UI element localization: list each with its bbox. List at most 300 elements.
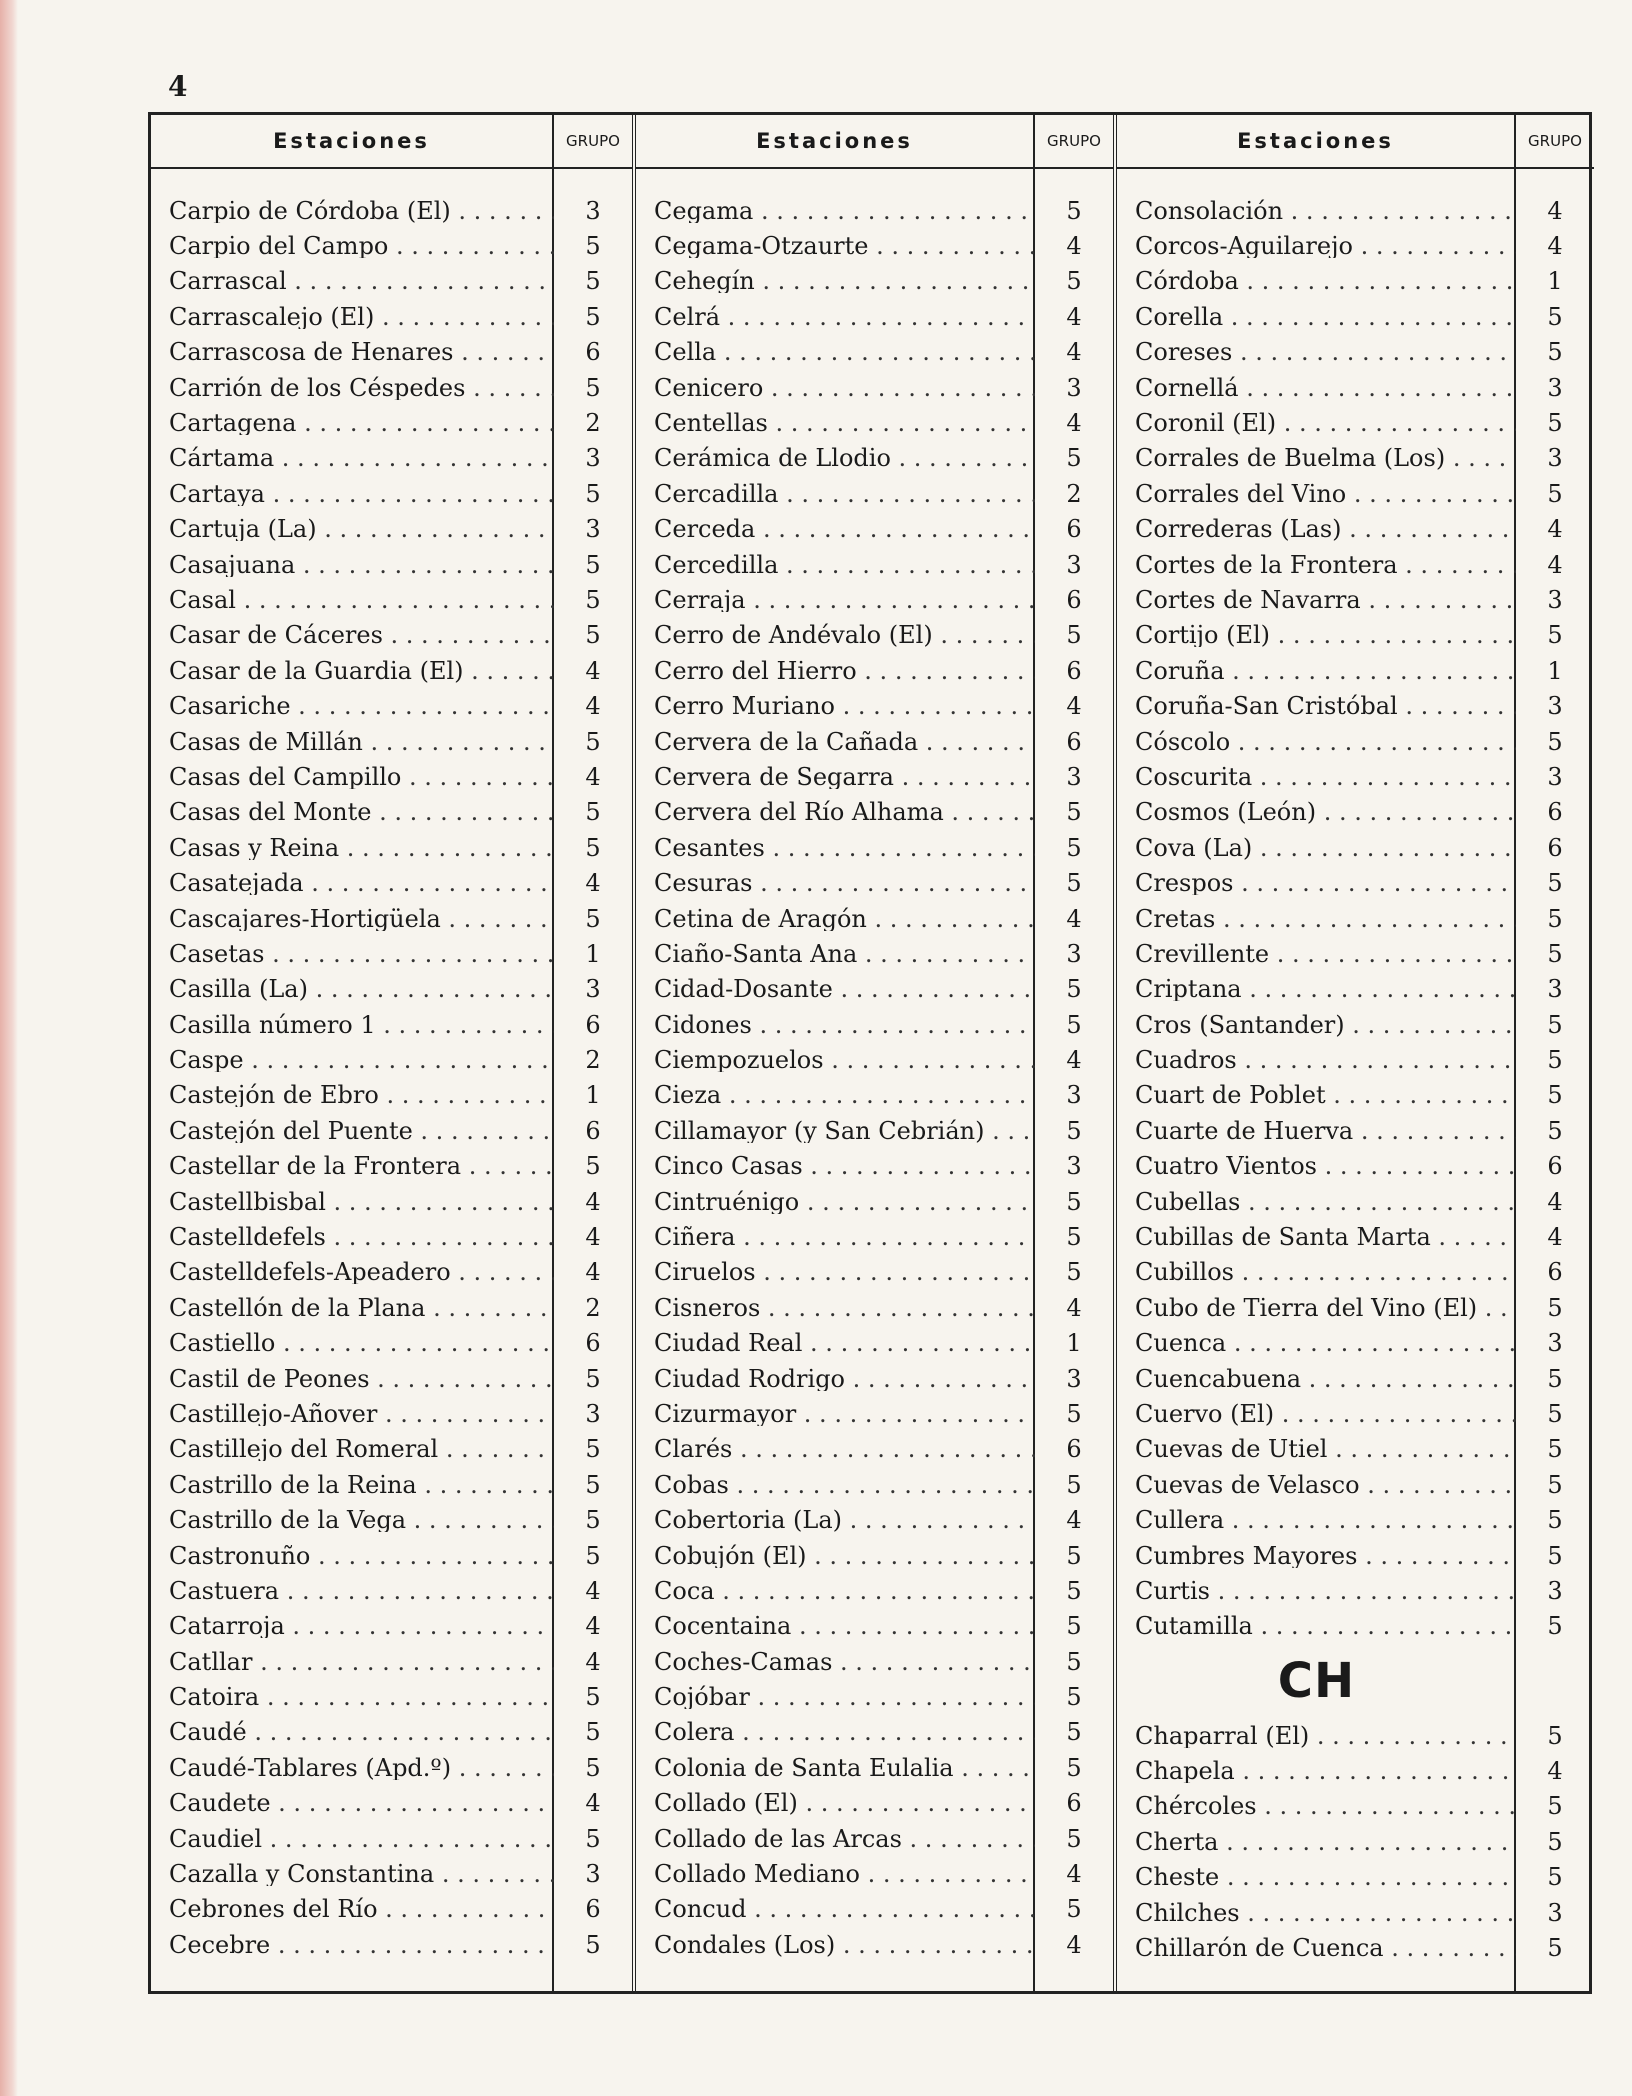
station-name: Casas y Reina . . . [151, 836, 554, 860]
station-row [151, 901, 632, 936]
station-grupo: 6 [1066, 656, 1082, 685]
station-grupo: 4 [1066, 302, 1082, 331]
station-grupo: 5 [1066, 1647, 1082, 1676]
station-name: Caspe . . . [151, 1048, 554, 1072]
station-name: Chércoles . . . [1117, 1794, 1516, 1818]
station-name: Cercadilla . . . [636, 482, 1035, 506]
station-name: Cortes de la Frontera . . . [1117, 553, 1516, 577]
station-name: Castellón de la Plana . . . [151, 1296, 554, 1320]
station-name: Centellas . . . [636, 411, 1035, 435]
station-name: Catoira . . . [151, 1685, 554, 1709]
column-2 [632, 115, 1113, 1991]
station-row [151, 830, 632, 865]
station-row [636, 972, 1113, 1007]
station-row [1117, 1718, 1594, 1753]
station-row [151, 193, 632, 228]
station-name: Cobas . . . [636, 1473, 1035, 1497]
station-grupo: 5 [1547, 338, 1563, 367]
station-name: Cieza . . . [636, 1083, 1035, 1107]
station-grupo: 2 [585, 409, 601, 438]
station-name: Cella . . . [636, 340, 1035, 364]
station-grupo: 3 [1547, 692, 1563, 721]
station-name: Cobujón (El) . . . [636, 1544, 1035, 1568]
station-row [1117, 1753, 1594, 1788]
station-row [1117, 1042, 1594, 1077]
station-row [636, 1290, 1113, 1325]
station-row [1117, 936, 1594, 971]
station-grupo: 4 [1066, 692, 1082, 721]
station-name: Carpio del Campo . . . [151, 234, 554, 258]
station-grupo: 5 [585, 302, 601, 331]
station-row [1117, 1149, 1594, 1184]
station-grupo: 6 [1066, 1789, 1082, 1818]
station-name: Cóscolo . . . [1117, 730, 1516, 754]
station-row [151, 759, 632, 794]
station-name: Cervera del Río Alhama . . . [636, 800, 1035, 824]
station-row [1117, 1396, 1594, 1431]
station-grupo: 5 [1066, 1612, 1082, 1641]
grupo-divider [1033, 169, 1035, 1991]
station-row [636, 299, 1113, 334]
station-grupo: 5 [585, 267, 601, 296]
station-grupo: 5 [1066, 1576, 1082, 1605]
station-row [1117, 1078, 1594, 1113]
station-grupo: 5 [1066, 1116, 1082, 1145]
station-name: Ciruelos . . . [636, 1260, 1035, 1284]
station-grupo: 3 [1066, 1081, 1082, 1110]
station-name: Cubillos . . . [1117, 1260, 1516, 1284]
station-grupo: 6 [1066, 727, 1082, 756]
station-name: Castelldefels . . . [151, 1225, 554, 1249]
station-row [151, 1715, 632, 1750]
station-grupo: 5 [1066, 1683, 1082, 1712]
column-header [636, 115, 1113, 169]
station-name: Catllar . . . [151, 1650, 554, 1674]
station-name: Cuencabuena . . . [1117, 1367, 1516, 1391]
station-row [1117, 1573, 1594, 1608]
station-name: Casilla (La) . . . [151, 977, 554, 1001]
station-grupo: 6 [585, 338, 601, 367]
station-name: Coruña-San Cristóbal . . . [1117, 694, 1516, 718]
station-row [151, 547, 632, 582]
station-row [636, 901, 1113, 936]
station-grupo: 5 [1066, 869, 1082, 898]
station-name: Coscurita . . . [1117, 765, 1516, 789]
station-name: Castejón de Ebro . . . [151, 1083, 554, 1107]
station-name: Cuenca . . . [1117, 1331, 1516, 1355]
station-grupo: 1 [1547, 656, 1563, 685]
station-row [636, 1396, 1113, 1431]
station-grupo: 1 [585, 1081, 601, 1110]
station-row [1117, 1824, 1594, 1859]
grupo-divider [552, 169, 554, 1991]
station-grupo: 6 [1066, 585, 1082, 614]
station-grupo: 3 [1066, 550, 1082, 579]
station-name: Criptana . . . [1117, 977, 1516, 1001]
station-row [636, 405, 1113, 440]
station-row [151, 724, 632, 759]
page-number: 4 [168, 70, 188, 103]
station-name: Colonia de Santa Eulalia . . . [636, 1756, 1035, 1780]
station-row [1117, 370, 1594, 405]
station-row [636, 228, 1113, 263]
station-row [1117, 1361, 1594, 1396]
station-name: Cisneros . . . [636, 1296, 1035, 1320]
station-grupo: 5 [585, 1718, 601, 1747]
station-grupo: 5 [585, 1506, 601, 1535]
station-grupo: 6 [585, 1010, 601, 1039]
station-name: Casas del Monte . . . [151, 800, 554, 824]
station-grupo: 5 [1066, 798, 1082, 827]
station-name: Castronuño . . . [151, 1544, 554, 1568]
station-name: Cerámica de Llodio . . . [636, 446, 1035, 470]
station-name: Cesuras . . . [636, 871, 1035, 895]
station-name: Coca . . . [636, 1579, 1035, 1603]
station-row [151, 1042, 632, 1077]
station-name: Cervera de Segarra . . . [636, 765, 1035, 789]
station-grupo: 4 [585, 762, 601, 791]
station-grupo: 5 [1547, 1010, 1563, 1039]
station-grupo: 5 [1547, 1721, 1563, 1750]
station-grupo: 6 [585, 1895, 601, 1924]
station-grupo: 3 [1547, 1576, 1563, 1605]
station-grupo: 4 [585, 1223, 601, 1252]
station-row [151, 1467, 632, 1502]
station-name: Colera . . . [636, 1720, 1035, 1744]
column-3 [1113, 115, 1594, 1991]
station-row [1117, 901, 1594, 936]
station-grupo: 3 [1066, 373, 1082, 402]
station-name: Chaparral (El) . . . [1117, 1724, 1516, 1748]
station-grupo: 4 [585, 1187, 601, 1216]
station-grupo: 5 [1547, 1293, 1563, 1322]
station-grupo: 5 [585, 1824, 601, 1853]
station-grupo: 5 [1066, 196, 1082, 225]
station-grupo: 3 [1547, 975, 1563, 1004]
station-row [636, 582, 1113, 617]
station-grupo: 4 [1066, 1860, 1082, 1889]
station-row [636, 441, 1113, 476]
station-row [636, 618, 1113, 653]
station-grupo: 3 [585, 975, 601, 1004]
station-name: Castillejo del Romeral . . . [151, 1437, 554, 1461]
station-grupo: 5 [1547, 409, 1563, 438]
station-name: Córdoba . . . [1117, 269, 1516, 293]
station-row [636, 1219, 1113, 1254]
station-name: Castrillo de la Reina . . . [151, 1473, 554, 1497]
station-row [151, 1113, 632, 1148]
station-grupo: 3 [585, 196, 601, 225]
station-grupo: 4 [1066, 338, 1082, 367]
station-grupo: 5 [1547, 1934, 1563, 1963]
station-name: Casilla número 1 . . . [151, 1013, 554, 1037]
station-grupo: 5 [585, 727, 601, 756]
station-row [151, 865, 632, 900]
station-name: Catarroja . . . [151, 1614, 554, 1638]
station-grupo: 5 [1066, 833, 1082, 862]
station-row [1117, 1432, 1594, 1467]
station-row [151, 1396, 632, 1431]
station-grupo: 4 [585, 869, 601, 898]
station-grupo: 4 [1547, 1757, 1563, 1786]
header-estaciones: Estaciones [1237, 129, 1394, 153]
station-name: Cartagena . . . [151, 411, 554, 435]
station-name: Casas del Campillo . . . [151, 765, 554, 789]
station-list [1117, 169, 1594, 1644]
station-name: Casar de Cáceres . . . [151, 623, 554, 647]
station-name: Castellbisbal . . . [151, 1190, 554, 1214]
station-grupo: 5 [1547, 621, 1563, 650]
station-name: Cehegín . . . [636, 269, 1035, 293]
station-name: Corcos-Aguilarejo . . . [1117, 234, 1516, 258]
station-grupo: 6 [1547, 798, 1563, 827]
station-row [636, 653, 1113, 688]
station-name: Castejón del Puente . . . [151, 1119, 554, 1143]
station-name: Castillejo-Añover . . . [151, 1402, 554, 1426]
station-name: Cova (La) . . . [1117, 836, 1516, 860]
station-grupo: 5 [1547, 1506, 1563, 1535]
station-name: Cuart de Poblet . . . [1117, 1083, 1516, 1107]
station-row [636, 335, 1113, 370]
station-row [151, 1856, 632, 1891]
station-name: Consolación . . . [1117, 199, 1516, 223]
station-row [636, 1644, 1113, 1679]
station-row [151, 1361, 632, 1396]
station-row [1117, 1538, 1594, 1573]
station-grupo: 3 [585, 515, 601, 544]
station-grupo: 1 [585, 939, 601, 968]
station-name: Cuevas de Utiel . . . [1117, 1437, 1516, 1461]
station-row [1117, 1007, 1594, 1042]
station-row [1117, 1290, 1594, 1325]
station-grupo: 5 [1547, 1541, 1563, 1570]
station-grupo: 2 [585, 1293, 601, 1322]
station-row [1117, 441, 1594, 476]
station-grupo: 5 [585, 904, 601, 933]
column-header [1117, 115, 1594, 169]
station-grupo: 4 [1547, 1187, 1563, 1216]
station-name: Collado de las Arcas . . . [636, 1827, 1035, 1851]
station-row [636, 1326, 1113, 1361]
section-title-ch: CH [1277, 1653, 1356, 1710]
station-grupo: 4 [1547, 515, 1563, 544]
station-name: Cosmos (León) . . . [1117, 800, 1516, 824]
station-row [636, 1786, 1113, 1821]
station-row [151, 1786, 632, 1821]
station-grupo: 3 [1547, 1898, 1563, 1927]
station-name: Curtis . . . [1117, 1579, 1516, 1603]
station-name: Carrascosa de Henares . . . [151, 340, 554, 364]
station-grupo: 4 [585, 1258, 601, 1287]
station-row [151, 1609, 632, 1644]
station-row [151, 264, 632, 299]
station-row [1117, 1113, 1594, 1148]
station-name: Castuera . . . [151, 1579, 554, 1603]
station-row [636, 1892, 1113, 1927]
station-grupo: 5 [1066, 1824, 1082, 1853]
station-grupo: 5 [585, 621, 601, 650]
station-row [151, 1078, 632, 1113]
station-name: Ciaño-Santa Ana . . . [636, 942, 1035, 966]
station-row [151, 370, 632, 405]
station-name: Cherta . . . [1117, 1830, 1516, 1854]
station-name: Carrión de los Céspedes . . . [151, 376, 554, 400]
station-row [151, 1573, 632, 1608]
station-name: Cortes de Navarra . . . [1117, 588, 1516, 612]
station-name: Castellar de la Frontera . . . [151, 1154, 554, 1178]
station-row [636, 1007, 1113, 1042]
station-grupo: 5 [1547, 1081, 1563, 1110]
station-name: Caudiel . . . [151, 1827, 554, 1851]
station-grupo: 5 [1547, 1863, 1563, 1892]
station-row [636, 1432, 1113, 1467]
station-row [636, 1184, 1113, 1219]
station-row [636, 1679, 1113, 1714]
station-grupo: 4 [1066, 409, 1082, 438]
header-estaciones: Estaciones [273, 129, 430, 153]
station-grupo: 4 [1066, 904, 1082, 933]
station-grupo: 4 [1547, 1223, 1563, 1252]
station-grupo: 4 [585, 1647, 601, 1676]
station-row [636, 936, 1113, 971]
station-row [151, 1432, 632, 1467]
station-row [636, 688, 1113, 723]
station-row [636, 370, 1113, 405]
station-grupo: 4 [585, 1789, 601, 1818]
station-row [151, 688, 632, 723]
station-row [151, 1644, 632, 1679]
station-row [636, 1715, 1113, 1750]
station-name: Cintruénigo . . . [636, 1190, 1035, 1214]
station-grupo: 1 [1066, 1329, 1082, 1358]
station-name: Carrascalejo (El) . . . [151, 305, 554, 329]
station-grupo: 5 [585, 479, 601, 508]
station-row [1117, 688, 1594, 723]
station-row [151, 1538, 632, 1573]
station-row [636, 1149, 1113, 1184]
column-header [151, 115, 632, 169]
station-name: Cidad-Dosante . . . [636, 977, 1035, 1001]
station-name: Cheste . . . [1117, 1865, 1516, 1889]
station-row [636, 1255, 1113, 1290]
station-name: Cros (Santander) . . . [1117, 1013, 1516, 1037]
station-grupo: 5 [585, 1930, 601, 1959]
station-name: Cerro Muriano . . . [636, 694, 1035, 718]
station-name: Cerraja . . . [636, 588, 1035, 612]
station-row [636, 1573, 1113, 1608]
station-row [1117, 193, 1594, 228]
station-name: Cornellá . . . [1117, 376, 1516, 400]
station-row [1117, 512, 1594, 547]
station-grupo: 5 [585, 1470, 601, 1499]
station-name: Ciudad Real . . . [636, 1331, 1035, 1355]
station-grupo: 5 [585, 1541, 601, 1570]
station-row [636, 1042, 1113, 1077]
station-grupo: 5 [1066, 1187, 1082, 1216]
station-name: Cartuja (La) . . . [151, 517, 554, 541]
station-name: Cazalla y Constantina . . . [151, 1862, 554, 1886]
station-grupo: 5 [585, 550, 601, 579]
station-name: Cenicero . . . [636, 376, 1035, 400]
station-name: Ciempozuelos . . . [636, 1048, 1035, 1072]
station-row [151, 476, 632, 511]
station-row [1117, 830, 1594, 865]
station-grupo: 3 [1066, 762, 1082, 791]
station-row [636, 476, 1113, 511]
station-row [636, 1538, 1113, 1573]
station-grupo: 5 [1547, 479, 1563, 508]
station-row [636, 759, 1113, 794]
station-row [151, 1927, 632, 1962]
station-name: Carrascal . . . [151, 269, 554, 293]
station-row [151, 441, 632, 476]
station-grupo: 3 [585, 444, 601, 473]
station-name: Collado Mediano . . . [636, 1862, 1035, 1886]
station-grupo: 6 [1547, 1258, 1563, 1287]
station-name: Correderas (Las) . . . [1117, 517, 1516, 541]
station-grupo: 5 [585, 232, 601, 261]
station-name: Casar de la Guardia (El) . . . [151, 659, 554, 683]
station-name: Cuarte de Huerva . . . [1117, 1119, 1516, 1143]
station-row [1117, 547, 1594, 582]
station-name: Caudé . . . [151, 1720, 554, 1744]
station-row [151, 1184, 632, 1219]
station-grupo: 5 [1066, 1753, 1082, 1782]
station-name: Concud . . . [636, 1897, 1035, 1921]
station-grupo: 5 [1547, 1116, 1563, 1145]
station-grupo: 4 [1066, 1293, 1082, 1322]
station-name: Cebrones del Río . . . [151, 1897, 554, 1921]
station-name: Cojóbar . . . [636, 1685, 1035, 1709]
station-name: Castrillo de la Vega . . . [151, 1508, 554, 1532]
station-grupo: 5 [1547, 869, 1563, 898]
station-row [1117, 724, 1594, 759]
station-row [1117, 972, 1594, 1007]
station-name: Caudete . . . [151, 1791, 554, 1815]
station-name: Chillarón de Cuenca . . . [1117, 1936, 1516, 1960]
station-name: Ciudad Rodrigo . . . [636, 1367, 1035, 1391]
station-row [1117, 1789, 1594, 1824]
station-grupo: 2 [585, 1046, 601, 1075]
station-row [636, 1113, 1113, 1148]
station-grupo: 4 [1547, 196, 1563, 225]
station-row [1117, 1219, 1594, 1254]
station-name: Cervera de la Cañada . . . [636, 730, 1035, 754]
station-grupo: 3 [1547, 373, 1563, 402]
station-grupo: 4 [1547, 232, 1563, 261]
station-row [151, 1290, 632, 1325]
station-row [1117, 228, 1594, 263]
station-row [151, 1255, 632, 1290]
station-grupo: 6 [1066, 1435, 1082, 1464]
station-name: Cascajares-Hortigüela . . . [151, 907, 554, 931]
station-name: Corrales de Buelma (Los) . . . [1117, 446, 1516, 470]
station-grupo: 3 [1066, 1152, 1082, 1181]
station-name: Cartaya . . . [151, 482, 554, 506]
station-row [1117, 582, 1594, 617]
station-list [151, 169, 632, 1963]
station-grupo: 5 [1547, 1364, 1563, 1393]
station-name: Condales (Los) . . . [636, 1933, 1035, 1957]
station-grupo: 5 [585, 1435, 601, 1464]
station-grupo: 6 [1066, 515, 1082, 544]
station-row [636, 865, 1113, 900]
station-row [636, 512, 1113, 547]
station-grupo: 5 [1547, 302, 1563, 331]
station-name: Clarés . . . [636, 1437, 1035, 1461]
station-row [151, 1502, 632, 1537]
station-grupo: 5 [585, 585, 601, 614]
